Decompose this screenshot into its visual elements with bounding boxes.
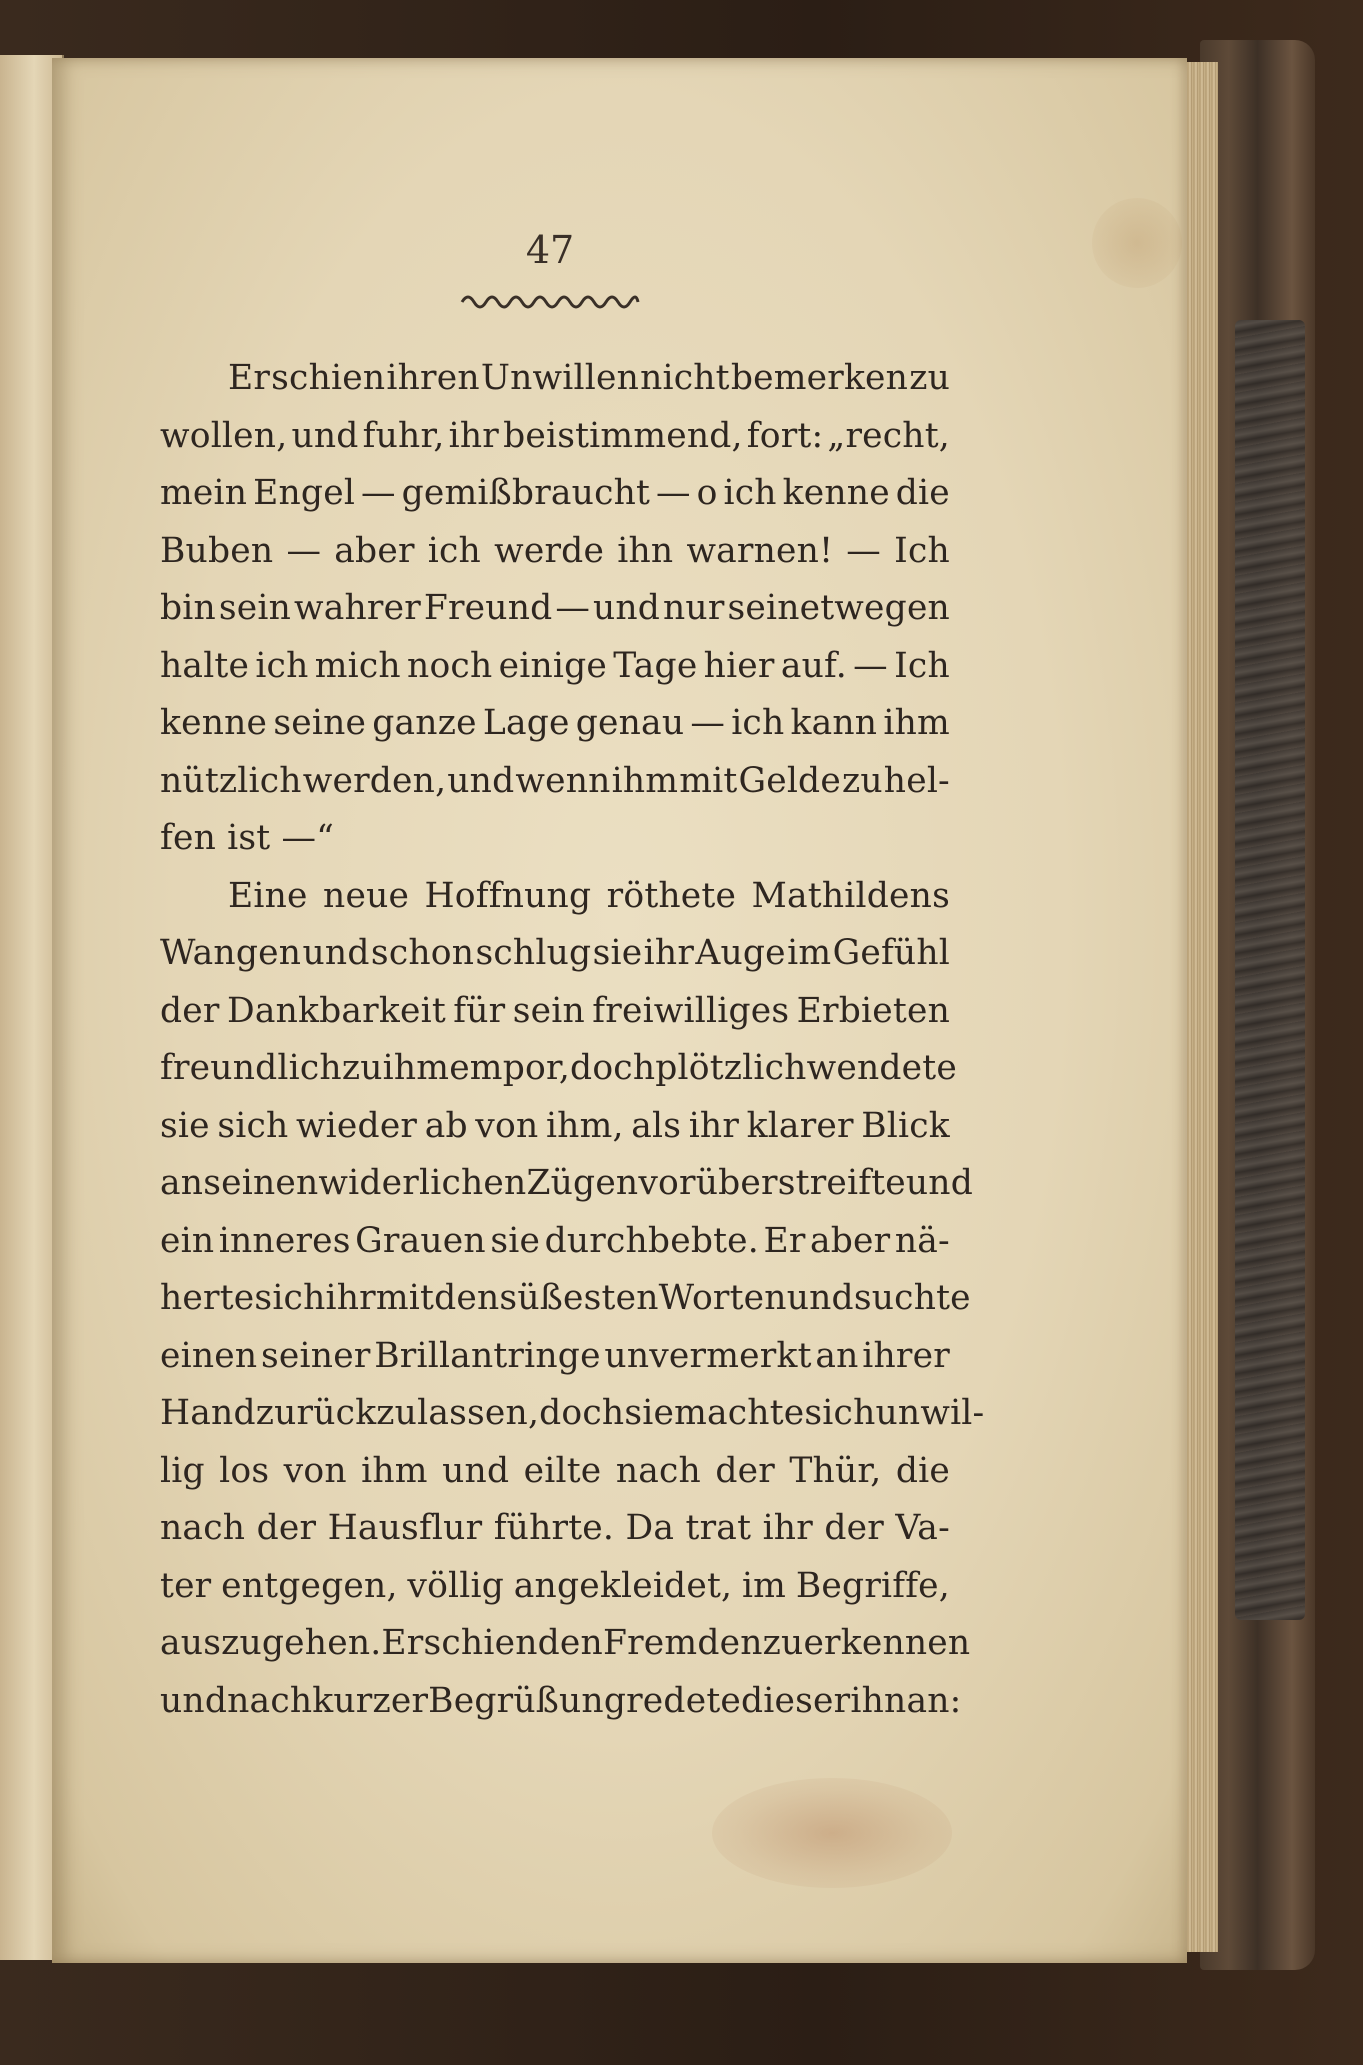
word: suchte [853,1278,971,1318]
text-line [160,350,950,408]
word: bemerken [730,358,909,398]
word: und [786,1278,854,1318]
word: unvermerkt [604,1335,812,1376]
word: ihr [643,933,695,973]
word: einen [160,1335,258,1376]
word: doch [570,1048,656,1088]
word: ganze [372,703,477,743]
word: schlug [475,933,592,973]
word: bin [160,588,216,628]
word: kenne [782,473,890,513]
word: nur [663,588,725,628]
word: herte [160,1278,255,1318]
word: ihr [762,1508,813,1548]
word: nützlich [160,760,302,801]
word: — [846,530,881,571]
word: zu [909,358,950,398]
word: Zügen [526,1163,639,1203]
word: Fremden [602,1623,763,1663]
word: klarer [746,1105,854,1146]
word: und [291,415,359,456]
word: der [256,1508,317,1548]
word: Unwillen [480,358,639,398]
text-line [160,465,950,523]
word: schien [271,358,386,398]
word: Gelde [738,760,841,801]
word: im [741,1565,787,1606]
text-line [160,408,950,466]
word: ihr [688,1105,740,1146]
word: sich [254,1278,326,1318]
word: den [537,1623,603,1663]
word: als [631,1105,682,1146]
word: von [283,1450,347,1491]
word: ich [731,703,785,743]
word: aber [334,530,415,571]
word: Tage [613,645,698,686]
word: ich [427,530,481,571]
word: seine [273,703,367,743]
ornamental-rule [460,290,640,314]
word: sich [217,1105,289,1146]
text-line [160,1270,971,1328]
word: ihn [850,1680,907,1721]
word: sie [490,1220,541,1261]
word: Er [228,358,271,398]
word: erkennen [803,1623,971,1663]
word: ihrer [862,1335,950,1376]
text-line [160,1500,950,1558]
word: und [302,933,370,973]
word: „recht, [827,415,950,456]
word: Gefühl [832,933,950,973]
word: — [690,703,726,743]
word: lig [160,1450,205,1491]
text-line [160,1040,957,1098]
word: wenn [515,760,611,801]
word: doch [539,1393,625,1433]
text-line: fen ist —“ [160,818,335,858]
word: zu [841,760,883,801]
word: seinetwegen [727,588,950,628]
word: o [696,473,718,513]
word: wieder [295,1105,418,1146]
word: ihr [448,415,499,456]
word: kann [790,703,878,743]
word: ab [424,1105,468,1146]
word: ihm [382,1048,450,1088]
word: Freund [423,588,553,628]
word: Da [625,1508,675,1548]
text-line [160,1443,950,1501]
word: Auge [695,933,786,973]
word: Hoffnung [424,875,592,916]
word: sich [804,1393,876,1433]
word: angekleidet, [513,1565,733,1606]
word: seinen [203,1163,319,1203]
word: nach [227,1680,313,1721]
word: Mathildens [751,875,950,916]
word: kenne [160,703,268,743]
word: völlig [407,1565,505,1606]
text-line [160,1615,971,1673]
word: ihm [611,760,679,801]
word: unwil- [875,1393,985,1433]
word: Begrüßung [428,1680,627,1721]
word: werden, [302,760,447,801]
word: auf. [780,645,847,686]
word: mit [375,1278,435,1318]
word: freiwilliges [592,990,790,1031]
word: Buben [160,530,274,571]
text-line [160,983,950,1041]
binding-worn-patch [1235,320,1305,1620]
word: nicht [640,358,730,398]
word: noch [407,645,493,686]
word: Engel [253,473,356,513]
word: — [656,473,691,513]
word: Thür, [789,1450,882,1491]
word: beistimmend, [503,415,743,456]
word: Ich [894,530,950,571]
word: an [815,1335,859,1376]
word: für [453,990,506,1031]
word: kurzer [312,1680,429,1721]
word: ich [723,473,777,513]
word: ihren [386,358,480,398]
word: entgegen, [221,1565,398,1606]
word: Begriffe, [795,1565,950,1606]
word: die [895,1450,950,1491]
text-line [160,1328,950,1386]
word: ihm [883,703,950,743]
text-line [160,638,950,696]
word: seiner [261,1335,371,1376]
page-stain [712,1778,952,1888]
word: ter [160,1565,212,1606]
word: ihm [361,1450,428,1491]
word: den [434,1278,500,1318]
word: der [824,1508,884,1548]
word: Er [763,1220,806,1261]
word: Lage [482,703,570,743]
word: los [219,1450,270,1491]
word: sie [624,1393,675,1433]
text-line [160,523,950,581]
word: trat [685,1508,752,1548]
word: ein [160,1220,215,1261]
word: Wangen [160,933,302,973]
word: Eine [228,875,308,916]
word: Hand [160,1393,256,1433]
word: empor, [449,1048,571,1088]
word: durchbebte. [544,1220,759,1261]
word: und [592,588,661,628]
word: dieser [741,1680,851,1721]
word: süßesten [499,1278,659,1318]
word: werde [494,530,605,571]
word: zu [762,1623,804,1663]
word: redete [626,1680,742,1721]
word: hier [703,645,775,686]
text-line [160,580,950,638]
word: und [447,760,515,801]
page-number: 47 [525,228,575,272]
word: schon [370,933,475,973]
word: machte [674,1393,805,1433]
word: widerlichen [318,1163,527,1203]
word: eilte [523,1450,602,1491]
word: und [160,1680,228,1721]
word: — [853,645,888,686]
word: wendete [806,1048,957,1088]
word: hel- [883,760,950,801]
word: und [442,1450,510,1491]
word: zurückzulassen, [255,1393,540,1433]
word: sein [512,990,585,1031]
word: Va- [895,1508,950,1548]
text-line [160,868,950,926]
word: Brillantringe [374,1335,601,1376]
word: fort: [746,415,824,456]
word: vorüberstreifte [638,1163,906,1203]
word: der [715,1450,775,1491]
text-line [160,1558,950,1616]
word: Worten [658,1278,787,1318]
word: — [360,473,396,513]
word: und [905,1163,974,1203]
text-line [160,1385,985,1443]
word: ihr [325,1278,376,1318]
body-text [160,350,985,1730]
word: aber [810,1220,891,1261]
word: freundlich [160,1048,342,1088]
word: von [475,1105,539,1146]
word: wahrer [293,588,421,628]
word: im [787,933,832,973]
word: schien [423,1623,538,1663]
text-line [160,1673,962,1731]
text-line [160,925,950,983]
word: führte. [493,1508,615,1548]
word: Blick [861,1105,950,1146]
word: ich [255,645,309,686]
word: Erbieten [796,990,950,1031]
word: nä- [894,1220,950,1261]
word: mein [160,473,248,513]
word: Dankbarkeit [226,990,446,1031]
word: halte [160,645,250,686]
word: an: [906,1680,962,1721]
word: zu [341,1048,383,1088]
word: sie [592,933,643,973]
word: nach [615,1450,701,1491]
word: — [555,588,591,628]
text-line [160,1098,950,1156]
word: genau [575,703,685,743]
word: an [160,1163,204,1203]
text-line [160,695,950,753]
word: — [286,530,322,571]
word: ihm, [545,1105,624,1146]
word: Hausflur [327,1508,483,1548]
word: Er [381,1623,424,1663]
word: sein [218,588,292,628]
page-stain [1092,198,1182,288]
word: plötzlich [655,1048,807,1088]
text-line [160,1213,950,1271]
word: nach [160,1508,246,1548]
word: auszugehen. [160,1623,382,1663]
text-line [160,753,950,811]
word: mit [679,760,738,801]
word: einige [498,645,608,686]
word: mich [314,645,401,686]
word: ihn [617,530,674,571]
word: Grauen [355,1220,486,1261]
word: sie [160,1105,210,1146]
word: neue [323,875,410,916]
word: röthete [606,875,737,916]
word: wollen, [160,415,288,456]
word: warnen! [686,530,834,571]
word: inneres [218,1220,351,1261]
word: die [895,473,950,513]
text-line [160,1155,974,1213]
word: gemißbraucht [401,473,651,513]
word: Ich [894,645,950,686]
word: der [160,990,220,1031]
word: fuhr, [362,415,445,456]
